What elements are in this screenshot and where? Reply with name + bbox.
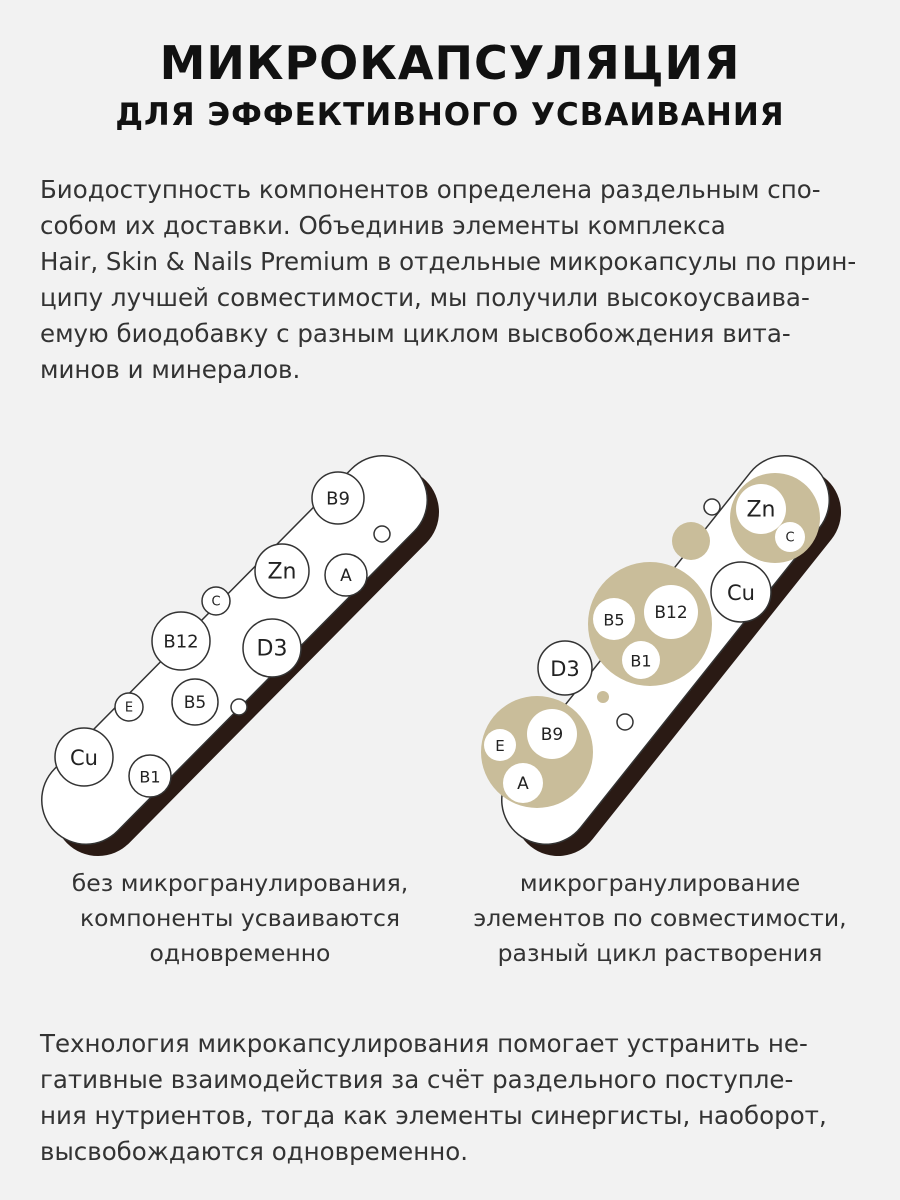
right-microgranule-e-b9-a <box>481 696 593 808</box>
right-capsule-caption <box>450 866 870 971</box>
caption-line: элементов по совместимости, <box>473 904 847 932</box>
intro-line: емую биодобавку с разным циклом высвобождения вита- <box>40 319 791 348</box>
svg-text:B1: B1 <box>630 651 652 671</box>
intro-line: ципу лучшей совместимости, мы получили высокоусваива- <box>40 283 810 312</box>
svg-text:A: A <box>340 566 352 586</box>
svg-text:Zn: Zn <box>746 497 776 523</box>
page-title: МИКРОКАПСУЛЯЦИЯ <box>159 36 741 90</box>
caption-line: микрогранулирование <box>519 869 801 897</box>
intro-line: Hair, Skin & Nails Premium в отдельные микрокапсулы по прин- <box>40 247 857 276</box>
outro-line: Технология микрокапсулирования помогает устранить не- <box>40 1029 808 1058</box>
svg-text:Zn: Zn <box>267 559 297 585</box>
outro-paragraph <box>40 1026 870 1170</box>
caption-line: без микрогранулирования, <box>71 869 409 897</box>
right-empty-granule <box>672 522 710 560</box>
svg-text:E: E <box>495 737 505 755</box>
left-granule-b1 <box>129 755 171 797</box>
left-small-dot <box>374 526 390 542</box>
svg-text:C: C <box>211 594 221 610</box>
left-granule-c <box>202 587 230 615</box>
intro-line: Биодоступность компонентов определена раздельным спо- <box>40 175 821 204</box>
svg-text:A: A <box>517 774 529 794</box>
outro-line: ния нутриентов, тогда как элементы синергисты, наоборот, <box>40 1101 827 1130</box>
left-granule-b9 <box>312 472 364 524</box>
right-microgranule-zn-c <box>730 473 820 563</box>
right-microgranule-b5-b12-b1 <box>588 562 712 686</box>
page-subtitle: ДЛЯ ЭФФЕКТИВНОГО УСВАИВАНИЯ <box>115 97 785 133</box>
svg-text:Cu: Cu <box>70 746 98 770</box>
caption-line: разный цикл растворения <box>497 939 823 967</box>
svg-text:B9: B9 <box>326 488 350 510</box>
left-granule-d3 <box>243 619 301 677</box>
right-small-dot <box>704 499 720 515</box>
svg-text:C: C <box>785 530 795 546</box>
intro-line: собом их доставки. Объединив элементы комплекса <box>40 211 726 240</box>
svg-text:D3: D3 <box>256 636 288 662</box>
right-capsule <box>481 473 820 812</box>
svg-text:Cu: Cu <box>727 581 755 605</box>
svg-text:B5: B5 <box>183 693 207 713</box>
intro-line: минов и минералов. <box>40 355 301 384</box>
caption-line: компоненты усваиваются <box>79 904 401 932</box>
outro-line: гативные взаимодействия за счёт раздельного поступле- <box>40 1065 794 1094</box>
left-granule-e <box>115 693 143 721</box>
left-capsule-caption <box>30 866 450 971</box>
right-tiny-dot <box>597 691 609 703</box>
right-small-dot <box>617 714 633 730</box>
svg-text:B12: B12 <box>654 603 688 623</box>
left-small-dot <box>231 699 247 715</box>
capsule-illustration <box>0 440 900 860</box>
svg-text:B1: B1 <box>139 767 161 787</box>
left-granule-cu <box>55 728 113 786</box>
svg-text:E: E <box>124 700 134 716</box>
left-capsule <box>55 472 395 812</box>
svg-text:D3: D3 <box>550 657 580 681</box>
left-granule-b5 <box>172 679 218 725</box>
outro-line: высвобождаются одновременно. <box>40 1137 469 1166</box>
svg-text:B9: B9 <box>540 725 564 745</box>
left-granule-a <box>325 554 367 596</box>
right-granule-cu <box>711 562 771 622</box>
left-granule-zn <box>255 544 309 598</box>
left-granule-b12 <box>152 612 210 670</box>
svg-text:B12: B12 <box>163 631 199 653</box>
svg-text:B5: B5 <box>603 610 625 630</box>
left-capsule-body <box>86 500 383 800</box>
right-granule-d3 <box>538 641 592 695</box>
caption-line: одновременно <box>149 939 331 967</box>
intro-paragraph <box>40 172 870 388</box>
